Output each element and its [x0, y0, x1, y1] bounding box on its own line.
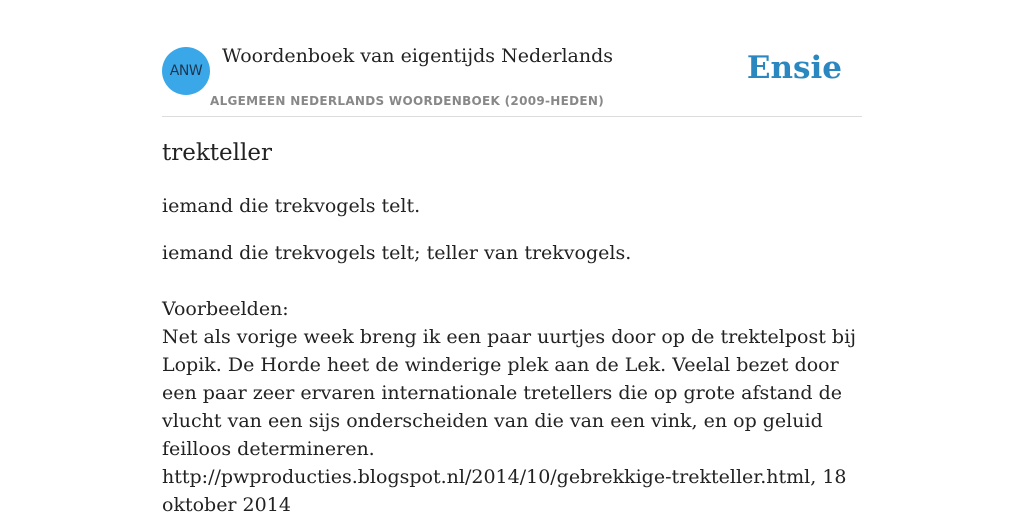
examples-section [162, 295, 862, 519]
ensie-brand-logo[interactable]: Ensie [746, 50, 842, 86]
example-text: Net als vorige week breng ik een paar uurtjes door op de trektelpost bij Lopik. De Horde heet de winderige plek aan de Lek. Veelal bezet door een paar zeer ervaren internationale tretellers die op grote afstand de vlucht van een sijs onderscheiden van die van een vink, en op geluid feilloos determineren. [162, 326, 857, 460]
entry-card [162, 0, 862, 516]
example-source: http://pwproducties.blogspot.nl/2014/10/gebrekkige-trekteller.html, 18 oktober 2014 [162, 466, 847, 516]
examples-label: Voorbeelden: [162, 298, 289, 320]
source-subtitle: ALGEMEEN NEDERLANDS WOORDENBOEK (2009-HEDEN) [210, 94, 605, 108]
source-title: Woordenboek van eigentijds Nederlands [222, 45, 614, 67]
card-header [162, 0, 862, 117]
entry-term: trekteller [162, 140, 272, 166]
definition-short: iemand die trekvogels telt. [162, 195, 421, 217]
anw-logo [162, 47, 210, 95]
definition-long: iemand die trekvogels telt; teller van trekvogels. [162, 242, 632, 264]
logo-text: ANW [169, 63, 203, 79]
